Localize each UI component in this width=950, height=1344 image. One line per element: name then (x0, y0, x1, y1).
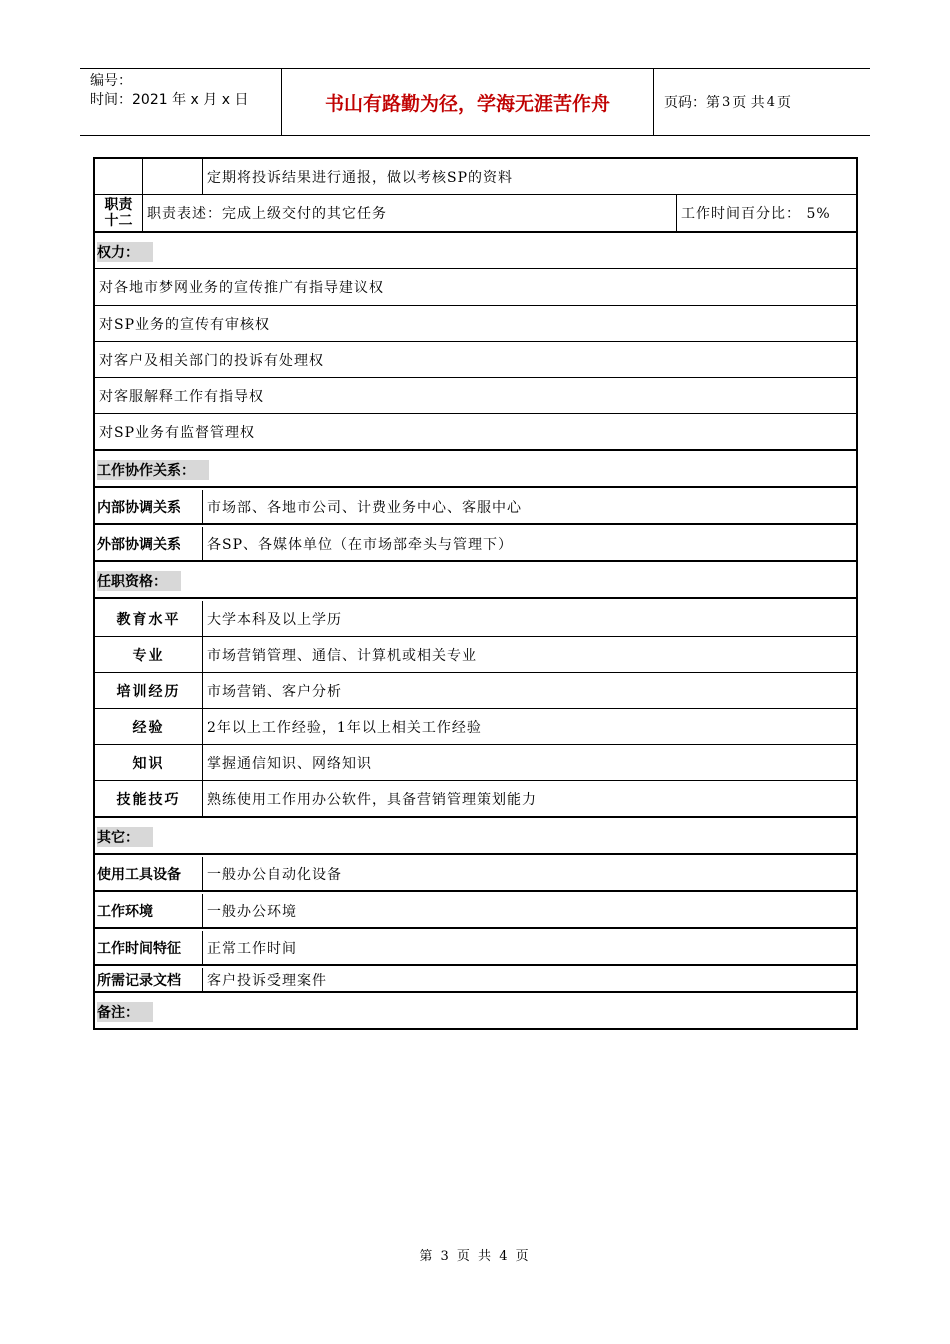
page-suffix: 页 (777, 95, 792, 111)
remarks-row: 备注： (95, 995, 856, 1028)
doc-code-label: 编号： (90, 73, 132, 89)
duty-12-description: 职责表述：完成上级交付的其它任务 (143, 195, 677, 231)
page-mid: 页 共 (732, 95, 765, 111)
other-section-title: 其它： (95, 820, 856, 855)
authority-item: 对客服解释工作有指导权 (95, 378, 856, 414)
authority-item: 对各地市梦网业务的宣传推广有指导建议权 (95, 269, 856, 306)
page-prefix: 页码：第 (664, 95, 720, 111)
page-footer: 第 3 页 共 4 页 (419, 1249, 531, 1264)
other-row: 工作环境 一般办公环境 (95, 894, 856, 929)
page-number: 3 (722, 94, 731, 110)
other-row: 使用工具设备 一般办公自动化设备 (95, 857, 856, 892)
qualifications-section-title: 任职资格： (95, 564, 856, 599)
header-page-info (654, 69, 870, 135)
other-row: 所需记录文档 客户投诉受理案件 (95, 968, 856, 993)
page-total: 4 (766, 94, 776, 110)
qualification-row: 教育水平 大学本科及以上学历 (95, 601, 856, 637)
qualification-row: 培训经历 市场营销、客户分析 (95, 673, 856, 709)
authority-item: 对SP业务的宣传有审核权 (95, 306, 856, 342)
duty-12-time-percent: 工作时间百分比： 5% (681, 206, 831, 222)
doc-time: 时间：2021 年 x 月 x 日 (90, 92, 249, 108)
duty-12-label: 职责 十二 (95, 195, 143, 231)
authority-item: 对SP业务有监督管理权 (95, 414, 856, 451)
qualification-row: 知识 掌握通信知识、网络知识 (95, 745, 856, 781)
relation-row-internal: 内部协调关系 市场部、各地市公司、计费业务中心、客服中心 (95, 490, 856, 525)
qualification-row: 经验 2年以上工作经验，1年以上相关工作经验 (95, 709, 856, 745)
other-row: 工作时间特征 正常工作时间 (95, 931, 856, 966)
header-meta (80, 69, 282, 135)
authority-item: 对客户及相关部门的投诉有处理权 (95, 342, 856, 378)
job-description-form (93, 157, 858, 1030)
header-motto: 书山有路勤为径，学海无涯苦作舟 (282, 69, 654, 135)
duty-12-row (95, 195, 856, 233)
duty-continuation-row (95, 159, 856, 195)
authority-section-title: 权力： (95, 235, 856, 269)
qualification-row: 技能技巧 熟练使用工作用办公软件，具备营销管理策划能力 (95, 781, 856, 818)
relations-section-title: 工作协作关系： (95, 453, 856, 488)
relation-row-external: 外部协调关系 各SP、各媒体单位（在市场部牵头与管理下） (95, 527, 856, 562)
duty-continuation-text: 定期将投诉结果进行通报，做以考核SP的资料 (207, 169, 514, 186)
page-header (80, 68, 870, 136)
qualification-row: 专业 市场营销管理、通信、计算机或相关专业 (95, 637, 856, 673)
